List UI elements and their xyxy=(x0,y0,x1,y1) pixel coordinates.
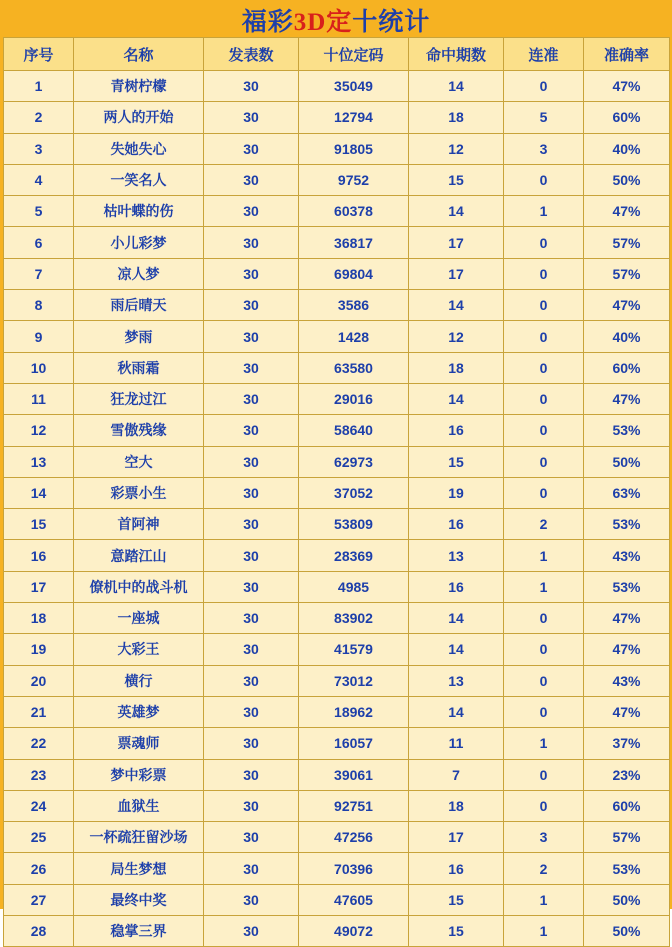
cell-publish-count: 30 xyxy=(204,164,299,195)
cell-tens-code: 70396 xyxy=(299,853,409,884)
cell-consecutive: 3 xyxy=(504,822,584,853)
cell-index: 13 xyxy=(4,446,74,477)
cell-hit-periods: 16 xyxy=(409,571,504,602)
cell-name: 一座城 xyxy=(74,603,204,634)
column-header-publish-count: 发表数 xyxy=(204,38,299,71)
cell-index: 14 xyxy=(4,477,74,508)
cell-accuracy: 50% xyxy=(584,446,670,477)
cell-name: 枯叶蝶的伤 xyxy=(74,196,204,227)
cell-name: 梦雨 xyxy=(74,321,204,352)
cell-hit-periods: 14 xyxy=(409,696,504,727)
cell-consecutive: 1 xyxy=(504,196,584,227)
cell-accuracy: 47% xyxy=(584,196,670,227)
cell-hit-periods: 15 xyxy=(409,164,504,195)
cell-publish-count: 30 xyxy=(204,665,299,696)
cell-name: 局生梦想 xyxy=(74,853,204,884)
table-row xyxy=(4,728,670,759)
cell-accuracy: 60% xyxy=(584,352,670,383)
cell-index: 27 xyxy=(4,884,74,915)
table-header-row xyxy=(4,38,670,71)
cell-publish-count: 30 xyxy=(204,509,299,540)
cell-consecutive: 0 xyxy=(504,665,584,696)
cell-accuracy: 50% xyxy=(584,884,670,915)
table-row xyxy=(4,696,670,727)
cell-tens-code: 91805 xyxy=(299,133,409,164)
cell-accuracy: 40% xyxy=(584,321,670,352)
title-prefix: 福彩 xyxy=(241,9,294,36)
cell-accuracy: 47% xyxy=(584,290,670,321)
cell-accuracy: 50% xyxy=(584,916,670,947)
cell-hit-periods: 13 xyxy=(409,540,504,571)
table-row xyxy=(4,133,670,164)
cell-tens-code: 35049 xyxy=(299,71,409,102)
cell-consecutive: 0 xyxy=(504,321,584,352)
cell-name: 最终中奖 xyxy=(74,884,204,915)
cell-accuracy: 57% xyxy=(584,822,670,853)
cell-publish-count: 30 xyxy=(204,853,299,884)
table-row xyxy=(4,446,670,477)
title-suffix: 十统计 xyxy=(352,9,431,36)
cell-hit-periods: 14 xyxy=(409,383,504,414)
cell-consecutive: 0 xyxy=(504,603,584,634)
cell-tens-code: 4985 xyxy=(299,571,409,602)
cell-consecutive: 0 xyxy=(504,446,584,477)
cell-hit-periods: 14 xyxy=(409,603,504,634)
table-row xyxy=(4,352,670,383)
table-row xyxy=(4,822,670,853)
cell-hit-periods: 18 xyxy=(409,790,504,821)
table-row xyxy=(4,321,670,352)
cell-index: 11 xyxy=(4,383,74,414)
table-row xyxy=(4,884,670,915)
cell-hit-periods: 16 xyxy=(409,415,504,446)
cell-name: 彩票小生 xyxy=(74,477,204,508)
cell-tens-code: 39061 xyxy=(299,759,409,790)
cell-tens-code: 41579 xyxy=(299,634,409,665)
cell-publish-count: 30 xyxy=(204,790,299,821)
column-header-name: 名称 xyxy=(74,38,204,71)
cell-accuracy: 63% xyxy=(584,477,670,508)
cell-accuracy: 53% xyxy=(584,571,670,602)
cell-hit-periods: 13 xyxy=(409,665,504,696)
cell-index: 17 xyxy=(4,571,74,602)
cell-index: 5 xyxy=(4,196,74,227)
table-row xyxy=(4,71,670,102)
cell-index: 25 xyxy=(4,822,74,853)
cell-tens-code: 1428 xyxy=(299,321,409,352)
cell-index: 15 xyxy=(4,509,74,540)
cell-hit-periods: 14 xyxy=(409,71,504,102)
cell-publish-count: 30 xyxy=(204,71,299,102)
cell-accuracy: 53% xyxy=(584,415,670,446)
cell-consecutive: 0 xyxy=(504,383,584,414)
cell-name: 两人的开始 xyxy=(74,102,204,133)
cell-tens-code: 12794 xyxy=(299,102,409,133)
cell-hit-periods: 15 xyxy=(409,916,504,947)
statistics-table xyxy=(3,37,670,947)
cell-name: 僚机中的战斗机 xyxy=(74,571,204,602)
cell-accuracy: 47% xyxy=(584,71,670,102)
cell-hit-periods: 18 xyxy=(409,102,504,133)
cell-accuracy: 43% xyxy=(584,665,670,696)
table-row xyxy=(4,258,670,289)
cell-index: 23 xyxy=(4,759,74,790)
cell-consecutive: 0 xyxy=(504,790,584,821)
cell-accuracy: 57% xyxy=(584,258,670,289)
cell-index: 21 xyxy=(4,696,74,727)
cell-index: 8 xyxy=(4,290,74,321)
cell-consecutive: 0 xyxy=(504,415,584,446)
cell-index: 22 xyxy=(4,728,74,759)
cell-consecutive: 5 xyxy=(504,102,584,133)
cell-consecutive: 0 xyxy=(504,227,584,258)
cell-name: 稳掌三界 xyxy=(74,916,204,947)
cell-publish-count: 30 xyxy=(204,477,299,508)
cell-index: 20 xyxy=(4,665,74,696)
cell-publish-count: 30 xyxy=(204,133,299,164)
cell-tens-code: 62973 xyxy=(299,446,409,477)
cell-name: 血狱生 xyxy=(74,790,204,821)
table-row xyxy=(4,383,670,414)
cell-index: 10 xyxy=(4,352,74,383)
cell-accuracy: 37% xyxy=(584,728,670,759)
cell-tens-code: 9752 xyxy=(299,164,409,195)
cell-name: 一杯疏狂留沙场 xyxy=(74,822,204,853)
cell-publish-count: 30 xyxy=(204,728,299,759)
cell-name: 小儿彩梦 xyxy=(74,227,204,258)
table-row xyxy=(4,290,670,321)
cell-hit-periods: 17 xyxy=(409,227,504,258)
cell-hit-periods: 7 xyxy=(409,759,504,790)
table-row xyxy=(4,415,670,446)
cell-consecutive: 1 xyxy=(504,728,584,759)
cell-tens-code: 3586 xyxy=(299,290,409,321)
table-row xyxy=(4,853,670,884)
cell-consecutive: 1 xyxy=(504,571,584,602)
cell-accuracy: 53% xyxy=(584,853,670,884)
cell-consecutive: 1 xyxy=(504,916,584,947)
cell-hit-periods: 16 xyxy=(409,509,504,540)
column-header-hit-periods: 命中期数 xyxy=(409,38,504,71)
cell-consecutive: 0 xyxy=(504,759,584,790)
cell-publish-count: 30 xyxy=(204,540,299,571)
cell-accuracy: 53% xyxy=(584,509,670,540)
cell-index: 16 xyxy=(4,540,74,571)
cell-index: 24 xyxy=(4,790,74,821)
cell-tens-code: 83902 xyxy=(299,603,409,634)
cell-hit-periods: 12 xyxy=(409,133,504,164)
cell-publish-count: 30 xyxy=(204,696,299,727)
cell-index: 7 xyxy=(4,258,74,289)
table-row xyxy=(4,759,670,790)
cell-tens-code: 60378 xyxy=(299,196,409,227)
cell-index: 1 xyxy=(4,71,74,102)
cell-publish-count: 30 xyxy=(204,571,299,602)
cell-consecutive: 0 xyxy=(504,164,584,195)
cell-consecutive: 0 xyxy=(504,290,584,321)
cell-publish-count: 30 xyxy=(204,759,299,790)
cell-hit-periods: 14 xyxy=(409,196,504,227)
cell-consecutive: 0 xyxy=(504,477,584,508)
table-row xyxy=(4,634,670,665)
table-row xyxy=(4,477,670,508)
page-title-bar xyxy=(3,3,669,37)
table-row xyxy=(4,571,670,602)
table-body xyxy=(4,71,670,947)
table-row xyxy=(4,196,670,227)
cell-consecutive: 0 xyxy=(504,634,584,665)
cell-hit-periods: 17 xyxy=(409,258,504,289)
cell-index: 28 xyxy=(4,916,74,947)
cell-accuracy: 47% xyxy=(584,383,670,414)
cell-consecutive: 0 xyxy=(504,258,584,289)
title-highlight: 3D定 xyxy=(293,9,353,36)
cell-hit-periods: 15 xyxy=(409,446,504,477)
table-row xyxy=(4,164,670,195)
cell-name: 空大 xyxy=(74,446,204,477)
table-row xyxy=(4,790,670,821)
cell-name: 大彩王 xyxy=(74,634,204,665)
table-row xyxy=(4,603,670,634)
cell-tens-code: 53809 xyxy=(299,509,409,540)
column-header-consecutive: 连准 xyxy=(504,38,584,71)
cell-publish-count: 30 xyxy=(204,196,299,227)
cell-tens-code: 29016 xyxy=(299,383,409,414)
table-row xyxy=(4,227,670,258)
cell-accuracy: 57% xyxy=(584,227,670,258)
cell-name: 票魂师 xyxy=(74,728,204,759)
cell-publish-count: 30 xyxy=(204,227,299,258)
cell-hit-periods: 15 xyxy=(409,884,504,915)
cell-publish-count: 30 xyxy=(204,446,299,477)
cell-hit-periods: 11 xyxy=(409,728,504,759)
cell-tens-code: 47256 xyxy=(299,822,409,853)
cell-accuracy: 47% xyxy=(584,603,670,634)
cell-tens-code: 16057 xyxy=(299,728,409,759)
cell-name: 狂龙过江 xyxy=(74,383,204,414)
cell-publish-count: 30 xyxy=(204,916,299,947)
cell-index: 12 xyxy=(4,415,74,446)
cell-name: 梦中彩票 xyxy=(74,759,204,790)
cell-name: 失她失心 xyxy=(74,133,204,164)
cell-name: 横行 xyxy=(74,665,204,696)
cell-index: 19 xyxy=(4,634,74,665)
cell-publish-count: 30 xyxy=(204,383,299,414)
cell-publish-count: 30 xyxy=(204,884,299,915)
cell-hit-periods: 17 xyxy=(409,822,504,853)
cell-hit-periods: 16 xyxy=(409,853,504,884)
cell-publish-count: 30 xyxy=(204,290,299,321)
cell-consecutive: 1 xyxy=(504,540,584,571)
cell-accuracy: 60% xyxy=(584,102,670,133)
cell-accuracy: 60% xyxy=(584,790,670,821)
cell-consecutive: 2 xyxy=(504,853,584,884)
cell-name: 英雄梦 xyxy=(74,696,204,727)
cell-publish-count: 30 xyxy=(204,822,299,853)
cell-name: 青树柠檬 xyxy=(74,71,204,102)
cell-publish-count: 30 xyxy=(204,321,299,352)
cell-publish-count: 30 xyxy=(204,352,299,383)
cell-index: 9 xyxy=(4,321,74,352)
cell-tens-code: 18962 xyxy=(299,696,409,727)
cell-tens-code: 69804 xyxy=(299,258,409,289)
cell-tens-code: 92751 xyxy=(299,790,409,821)
cell-consecutive: 0 xyxy=(504,71,584,102)
cell-hit-periods: 14 xyxy=(409,290,504,321)
cell-name: 凉人梦 xyxy=(74,258,204,289)
cell-index: 4 xyxy=(4,164,74,195)
cell-accuracy: 40% xyxy=(584,133,670,164)
cell-accuracy: 43% xyxy=(584,540,670,571)
table-row xyxy=(4,540,670,571)
cell-publish-count: 30 xyxy=(204,258,299,289)
cell-tens-code: 73012 xyxy=(299,665,409,696)
table-row xyxy=(4,509,670,540)
cell-consecutive: 3 xyxy=(504,133,584,164)
cell-accuracy: 23% xyxy=(584,759,670,790)
page-title xyxy=(242,2,431,38)
cell-publish-count: 30 xyxy=(204,102,299,133)
table-row xyxy=(4,916,670,947)
cell-publish-count: 30 xyxy=(204,415,299,446)
cell-name: 雪傲残缘 xyxy=(74,415,204,446)
cell-accuracy: 47% xyxy=(584,696,670,727)
cell-consecutive: 0 xyxy=(504,352,584,383)
cell-tens-code: 49072 xyxy=(299,916,409,947)
cell-hit-periods: 12 xyxy=(409,321,504,352)
cell-tens-code: 28369 xyxy=(299,540,409,571)
cell-accuracy: 50% xyxy=(584,164,670,195)
cell-consecutive: 2 xyxy=(504,509,584,540)
cell-tens-code: 37052 xyxy=(299,477,409,508)
cell-tens-code: 63580 xyxy=(299,352,409,383)
cell-name: 意踏江山 xyxy=(74,540,204,571)
column-header-index: 序号 xyxy=(4,38,74,71)
cell-name: 首阿神 xyxy=(74,509,204,540)
cell-consecutive: 1 xyxy=(504,884,584,915)
column-header-tens-code: 十位定码 xyxy=(299,38,409,71)
cell-tens-code: 36817 xyxy=(299,227,409,258)
cell-tens-code: 47605 xyxy=(299,884,409,915)
cell-index: 6 xyxy=(4,227,74,258)
cell-tens-code: 58640 xyxy=(299,415,409,446)
table-row xyxy=(4,102,670,133)
cell-consecutive: 0 xyxy=(504,696,584,727)
cell-hit-periods: 18 xyxy=(409,352,504,383)
cell-hit-periods: 19 xyxy=(409,477,504,508)
cell-accuracy: 47% xyxy=(584,634,670,665)
cell-index: 3 xyxy=(4,133,74,164)
cell-publish-count: 30 xyxy=(204,634,299,665)
cell-name: 秋雨霜 xyxy=(74,352,204,383)
table-row xyxy=(4,665,670,696)
cell-name: 雨后晴天 xyxy=(74,290,204,321)
column-header-accuracy: 准确率 xyxy=(584,38,670,71)
cell-publish-count: 30 xyxy=(204,603,299,634)
cell-name: 一笑名人 xyxy=(74,164,204,195)
cell-index: 26 xyxy=(4,853,74,884)
cell-index: 2 xyxy=(4,102,74,133)
cell-index: 18 xyxy=(4,603,74,634)
cell-hit-periods: 14 xyxy=(409,634,504,665)
